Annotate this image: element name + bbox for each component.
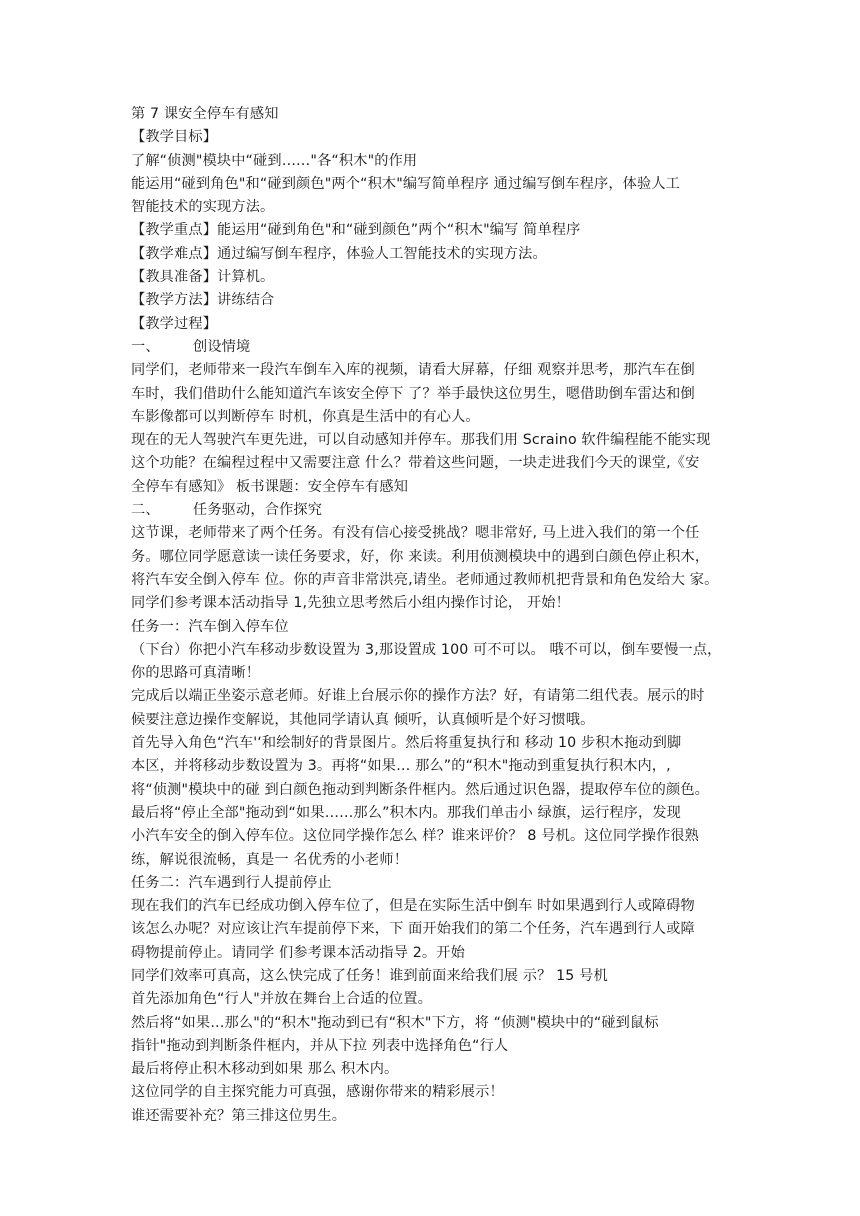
task-heading-one: 任务一：汽车倒入停车位	[131, 618, 289, 635]
text-line: 你的思路可真清晰！	[131, 665, 261, 682]
text-line: 了解“侦测"模块中“碰到……"各“积木"的作用	[131, 152, 418, 169]
section-heading-two	[131, 499, 743, 522]
section-number: 一、	[131, 338, 160, 355]
text-line: 同学们参考课本活动指导 1,先独立思考然后小组内操作讨论， 开始！	[131, 595, 570, 612]
text-line: 小汽车安全的倒入停车位。这位同学操作怎么 样？谁来评价？ 8 号机。这位同学操作很熟	[131, 828, 699, 845]
section-label: 任务驱动，合作探究	[193, 502, 323, 519]
text-line-key-points: 【教学重点】能运用“碰到角色"和“碰到颜色”两个“积木"编写 简单程序	[131, 222, 581, 239]
text-line: 能运用“碰到角色"和“碰到颜色"两个“积木"编写简单程序 通过编写倒车程序，体验人工	[131, 175, 681, 192]
section-heading-process: 【教学过程】	[131, 315, 218, 332]
section-heading-objectives: 【教学目标】	[131, 129, 218, 146]
text-line: 本区，并将移动步数设置为 3。再将“如果… 那么”的“积木"拖动到重复执行积木内，,	[131, 758, 671, 775]
text-line: 车影像都可以判断停车 时机，你真是生活中的有心人。	[131, 408, 480, 425]
text-line: 务。哪位同学愿意读一读任务要求，好，你 来读。利用侦测模块中的遇到白颜色停止积木，	[131, 548, 710, 565]
text-line: 碍物提前停止。请同学 们参考课本活动指导 2。开始	[131, 944, 465, 961]
section-heading-one	[131, 336, 743, 359]
text-line: 全停车有感知》 板书课题：安全停车有感知	[131, 478, 409, 495]
text-line: 最后将“停止全部"拖动到“如果……那么”积木内。那我们单击小 绿旗，运行程序，发现	[131, 804, 681, 821]
text-line: 练，解说很流畅，真是一 名优秀的小老师！	[131, 851, 409, 868]
text-line-difficulties: 【教学难点】通过编写倒车程序，体验人工智能技术的实现方法。	[131, 245, 547, 262]
text-line: 谁还需要补充？第三排这位男生。	[131, 1107, 347, 1124]
text-line: 这节课，老师带来了两个任务。有没有信心接受挑战？嗯非常好, 马上进入我们的第一个任	[131, 525, 700, 542]
text-line: 完成后以端正坐姿示意老师。好谁上台展示你的操作方法？好，有请第二组代表。展示的时	[131, 688, 705, 705]
text-line: 这个功能？在编程过程中又需要注意 什么？带着这些问题，一块走进我们今天的课堂,《安	[131, 455, 700, 472]
text-line: 最后将停止积木移动到如果 那么 积木内。	[131, 1061, 399, 1078]
text-line: 候要注意边操作变解说，其他同学请认真 倾听，认真倾听是个好习惯哦。	[131, 711, 595, 728]
text-line: 指针"拖动到判断条件框内，并从下拉 列表中选择角色“行人	[131, 1037, 509, 1054]
text-line: 然后将“如果…那么"的“积木"拖动到已有“积木"下方，将 “侦测"模块中的“碰到鼠标	[131, 1014, 659, 1031]
text-line: 车时，我们借助什么能知道汽车该安全停下 了？举手最快这位男生，嗯借助倒车雷达和倒	[131, 385, 695, 402]
text-line: 现在我们的汽车已经成功倒入停车位了，但是在实际生活中倒车 时如果遇到行人或障碍物	[131, 898, 695, 915]
lesson-title: 第 7 课安全停车有感知	[131, 106, 279, 122]
text-line: 同学们，老师带来一段汽车倒车入库的视频，请看大屏幕，仔细 观察并思考，那汽车在倒	[131, 362, 695, 379]
text-line: 这位同学的自主探究能力可真强，感谢你带来的精彩展示！	[131, 1084, 504, 1101]
text-line: 将“侦测"模块中的碰 到白颜色拖动到判断条件框内。然后通过识色器，提取停车位的颜色。	[131, 781, 710, 798]
text-line-teaching-aids: 【教具准备】计算机。	[131, 269, 275, 286]
text-line: 该怎么办呢？对应该让汽车提前停下来，下 面开始我们的第二个任务，汽车遇到行人或障	[131, 921, 695, 938]
task-heading-two: 任务二：汽车遇到行人提前停止	[131, 874, 332, 891]
text-line: 同学们效率可真高，这么快完成了任务！谁到前面来给我们展 示？ 15 号机	[131, 967, 608, 984]
text-line: 现在的无人驾驶汽车更先进，可以自动感知并停车。那我们用 Scraino 软件编程能不能实现	[131, 432, 711, 449]
text-line: 将汽车安全倒入停车 位。你的声音非常洪亮,请坐。老师通过教师机把背景和角色发给大 家。	[131, 571, 719, 588]
text-line: 智能技术的实现方法。	[131, 199, 275, 216]
text-line: （下台）你把小汽车移动步数设置为 3,那设置成 100 可不可以。 哦不可以，倒车要慢一点，	[131, 641, 722, 658]
document-body	[131, 103, 743, 1128]
text-line: 首先导入角色“汽车'‘和绘制好的背景图片。然后将重复执行和 移动 10 步积木拖动到脚	[131, 735, 682, 752]
section-label: 创设情境	[193, 338, 251, 355]
section-number: 二、	[131, 502, 160, 519]
text-line: 首先添加角色“行人"并放在舞台上合适的位置。	[131, 991, 432, 1008]
text-line-teaching-methods: 【教学方法】讲练结合	[131, 292, 275, 309]
